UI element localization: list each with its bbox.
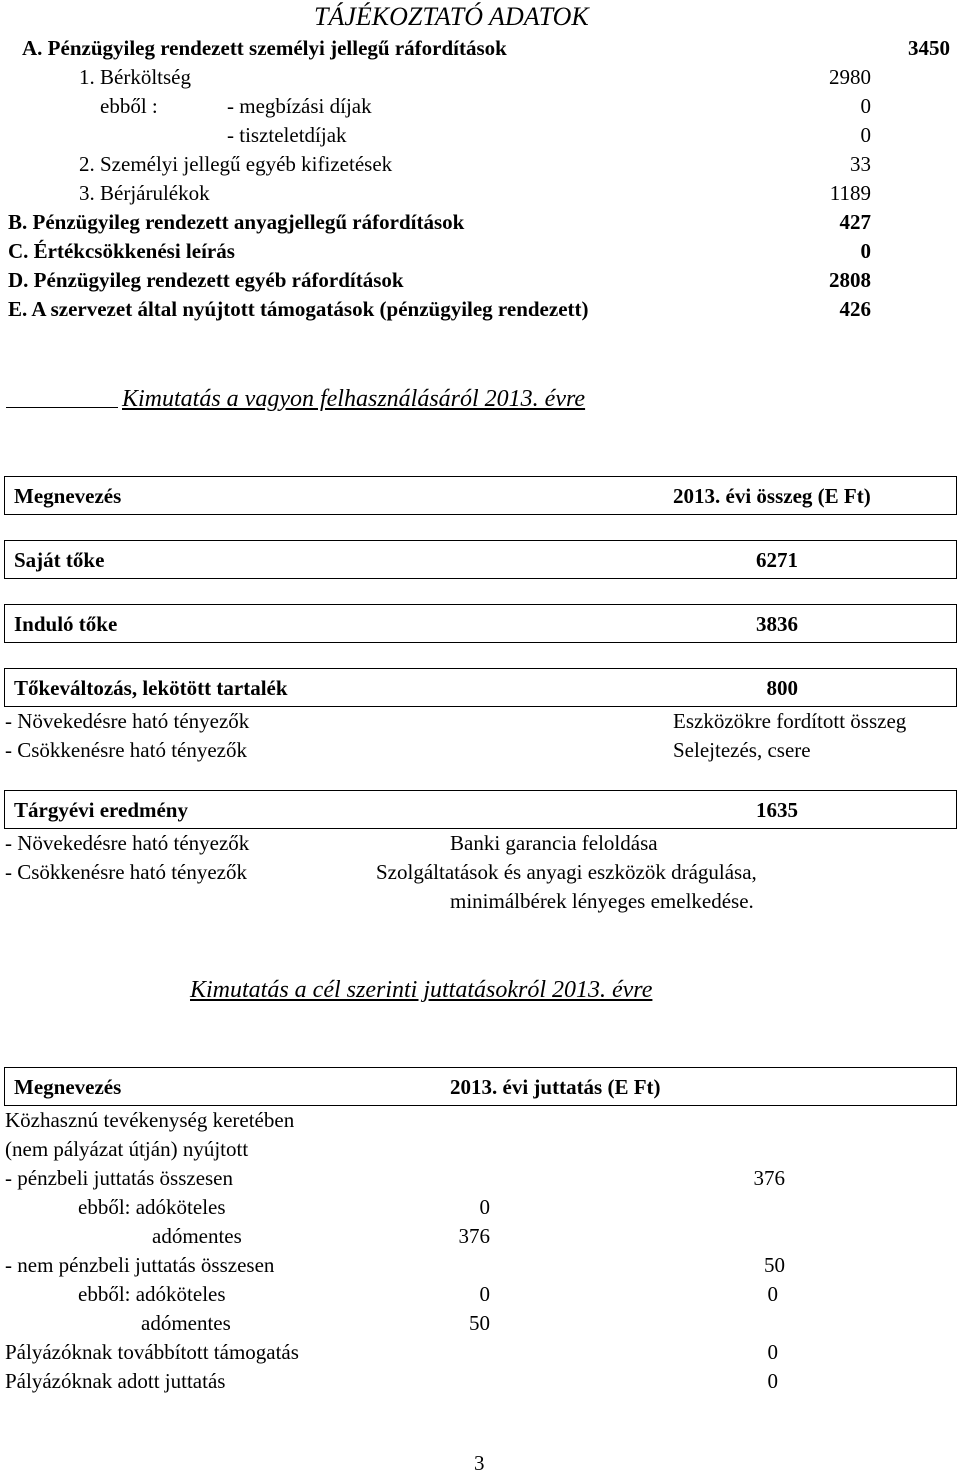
a3-value: 1189 bbox=[829, 181, 871, 205]
juttatas-title: Kimutatás a cél szerinti juttatásokról 2013. évre bbox=[190, 977, 653, 1003]
juttatas-header-amount: 2013. évi juttatás (E Ft) bbox=[450, 1075, 661, 1099]
tv-novekedes-label: - Növekedésre ható tényezők bbox=[5, 709, 250, 733]
te-csokkenes-label: - Csökkenésre ható tényezők bbox=[5, 860, 248, 884]
a1a-label: - megbízási díjak bbox=[227, 94, 372, 118]
vagyon-title: Kimutatás a vagyon felhasználásáról 2013. évre bbox=[122, 386, 586, 412]
te-novekedes-note: Banki garancia feloldása bbox=[450, 831, 658, 855]
section-a-value: 3450 bbox=[908, 36, 950, 60]
indulo-toke-label: Induló tőke bbox=[14, 612, 118, 636]
a1-sub-prefix: ebből : bbox=[100, 94, 158, 118]
tv-csokkenes-label: - Csökkenésre ható tényezők bbox=[5, 738, 248, 762]
te-novekedes-label: - Növekedésre ható tényezők bbox=[5, 831, 250, 855]
title-leading-rule bbox=[6, 407, 118, 408]
tv-csokkenes-note: Selejtezés, csere bbox=[673, 738, 811, 762]
sajat-toke-value: 6271 bbox=[756, 548, 798, 572]
vagyon-header-amount: 2013. évi összeg (E Ft) bbox=[673, 484, 871, 508]
section-b-value: 427 bbox=[839, 210, 871, 234]
section-d-value: 2808 bbox=[829, 268, 871, 292]
a3-label: 3. Bérjárulékok bbox=[79, 181, 210, 205]
kozhasznu-line-1: Közhasznú tevékenység keretében bbox=[5, 1108, 295, 1132]
a1-value: 2980 bbox=[829, 65, 871, 89]
targyevi-value: 1635 bbox=[756, 798, 798, 822]
a1b-label: - tiszteletdíjak bbox=[227, 123, 347, 147]
section-c-label: C. Értékcsökkenési leírás bbox=[8, 239, 235, 263]
penzbeli-label: - pénzbeli juttatás összesen bbox=[5, 1166, 234, 1190]
section-e-value: 426 bbox=[839, 297, 871, 321]
penzbeli-value: 376 bbox=[753, 1166, 785, 1190]
te-csokkenes-note-1: Szolgáltatások és anyagi eszközök drágulása, bbox=[376, 860, 757, 884]
a2-value: 33 bbox=[850, 152, 871, 176]
indulo-toke-value: 3836 bbox=[756, 612, 798, 636]
a1-label: 1. Bérköltség bbox=[79, 65, 191, 89]
te-csokkenes-note-2: minimálbérek lényeges emelkedése. bbox=[450, 889, 754, 913]
juttatas-header-name: Megnevezés bbox=[14, 1075, 122, 1099]
sajat-toke-box bbox=[4, 540, 957, 579]
kozhasznu-line-2: (nem pályázat útján) nyújtott bbox=[5, 1137, 249, 1161]
section-d-label: D. Pénzügyileg rendezett egyéb ráfordítások bbox=[8, 268, 404, 292]
a1a-value: 0 bbox=[860, 94, 871, 118]
section-b-label: B. Pénzügyileg rendezett anyagjellegű ráfordítások bbox=[8, 210, 465, 234]
section-e-label: E. A szervezet által nyújtott támogatások (pénzügyileg rendezett) bbox=[8, 297, 589, 321]
np-adomentes-value: 50 bbox=[469, 1311, 490, 1335]
penzbeli-adomentes-label: adómentes bbox=[152, 1224, 242, 1248]
palyazoknak-tovabbitott-value: 0 bbox=[767, 1340, 778, 1364]
a1b-value: 0 bbox=[860, 123, 871, 147]
tv-novekedes-note: Eszközökre fordított összeg bbox=[673, 709, 907, 733]
section-a-label: A. Pénzügyileg rendezett személyi jellegű ráfordítások bbox=[22, 36, 507, 60]
palyazoknak-adott-value: 0 bbox=[767, 1369, 778, 1393]
a2-label: 2. Személyi jellegű egyéb kifizetések bbox=[79, 152, 393, 176]
page-title: TÁJÉKOZTATÓ ADATOK bbox=[314, 2, 589, 31]
penzbeli-adokoteles-value: 0 bbox=[479, 1195, 490, 1219]
np-adokoteles-value-2: 0 bbox=[767, 1282, 778, 1306]
targyevi-label: Tárgyévi eredmény bbox=[14, 798, 188, 822]
nem-penzbeli-value: 50 bbox=[764, 1253, 785, 1277]
page-number: 3 bbox=[474, 1451, 485, 1475]
tokevaltozas-label: Tőkeváltozás, lekötött tartalék bbox=[14, 676, 288, 700]
sajat-toke-label: Saját tőke bbox=[14, 548, 105, 572]
np-adokoteles-label: ebből: adóköteles bbox=[78, 1282, 226, 1306]
penzbeli-adokoteles-label: ebből: adóköteles bbox=[78, 1195, 226, 1219]
tokevaltozas-value: 800 bbox=[766, 676, 798, 700]
section-c-value: 0 bbox=[860, 239, 871, 263]
indulo-toke-box bbox=[4, 604, 957, 643]
palyazoknak-tovabbitott-label: Pályázóknak továbbított támogatás bbox=[5, 1340, 299, 1364]
palyazoknak-adott-label: Pályázóknak adott juttatás bbox=[5, 1369, 226, 1393]
penzbeli-adomentes-value: 376 bbox=[458, 1224, 490, 1248]
nem-penzbeli-label: - nem pénzbeli juttatás összesen bbox=[5, 1253, 275, 1277]
vagyon-header-name: Megnevezés bbox=[14, 484, 122, 508]
np-adomentes-label: adómentes bbox=[141, 1311, 231, 1335]
np-adokoteles-value: 0 bbox=[479, 1282, 490, 1306]
